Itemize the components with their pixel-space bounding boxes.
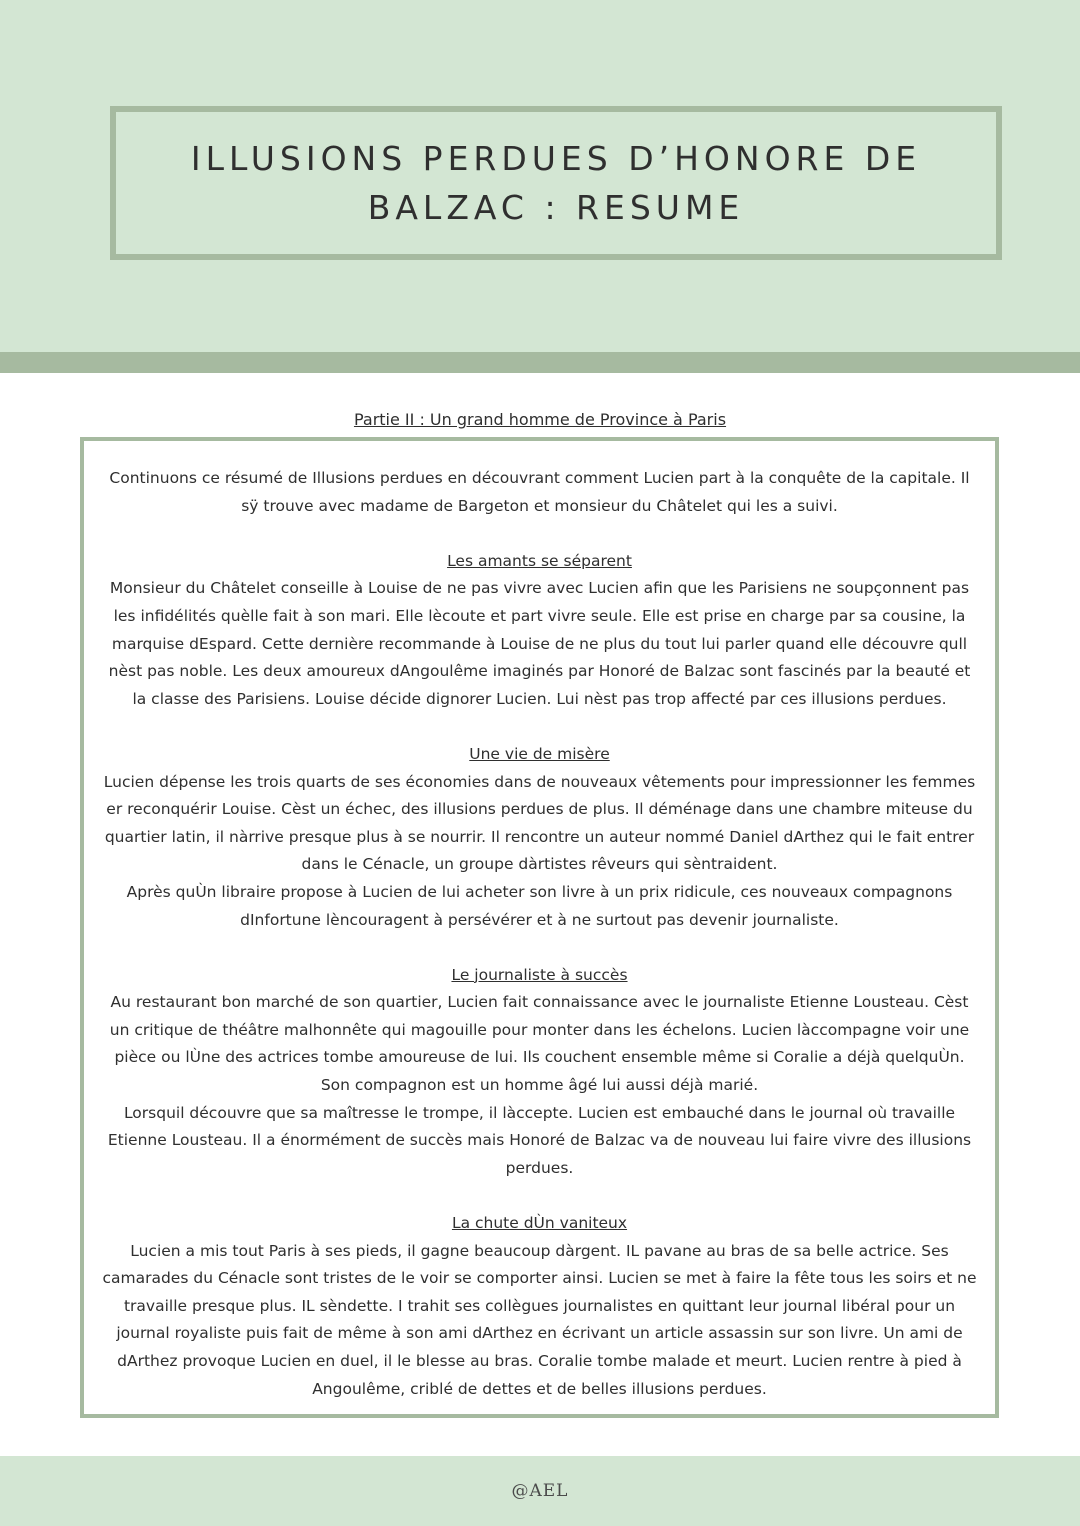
section-chute <box>100 1210 979 1403</box>
section-journaliste <box>100 962 979 1183</box>
header-divider <box>0 352 1080 373</box>
section-misere <box>100 741 979 934</box>
section-paragraph: Lorsquil découvre que sa maîtresse le trompe, il làccepte. Lucien est embauché dans le journal où travaille Etienne Lousteau. Il a énormément de succès mais Honoré de Balzac va de nouveau lui faire vivre des illusions perdues. <box>107 1103 972 1177</box>
section-heading: Une vie de misère <box>469 744 610 763</box>
section-paragraph: Lucien dépense les trois quarts de ses économies dans de nouveaux vêtements pour impressionner les femmes er reconquérir Louise. Cèst un échec, des illusions perdues de plus. Il déménage dans une chambre miteuse du quartier latin, il nàrrive presque plus à se nourrir. Il rencontre un auteur nommé Daniel dArthez qui le fait entrer dans le Cénacle, un groupe dàrtistes rêveurs qui sèntraident. <box>103 772 976 874</box>
section-heading: Les amants se séparent <box>447 551 632 570</box>
footer-band <box>0 1456 1080 1526</box>
summary-frame <box>80 437 999 1418</box>
author-handle: @AEL <box>511 1481 569 1501</box>
section-paragraph: Lucien a mis tout Paris à ses pieds, il gagne beaucoup dàrgent. IL pavane au bras de sa belle actrice. Ses camarades du Cénacle sont tristes de le voir se comporter ainsi. Lucien se met à faire la fête tous les soirs et ne travaille presque plus. IL sèndette. I trahit ses collègues journalistes en quittant leur journal libéral pour un journal royaliste puis fait de même à son ami dArthez en écrivant un article assassin sur son livre. Un ami de dArthez provoque Lucien en duel, il le blesse au bras. Coralie tombe malade et meurt. Lucien rentre à pied à Angoulême, criblé de dettes et de belles illusions perdues. <box>102 1241 977 1398</box>
section-heading: La chute dÙn vaniteux <box>451 1214 628 1233</box>
section-amants <box>100 548 979 714</box>
intro-paragraph: Continuons ce résumé de Illusions perdues en découvrant comment Lucien part à la conquête de la capitale. Il sÿ trouve avec madame de Bargeton et monsieur du Châtelet qui les a suivi. <box>109 469 970 515</box>
title-frame <box>110 106 1002 260</box>
part-title: Partie II : Un grand homme de Province à Paris <box>353 410 727 429</box>
section-paragraph: Au restaurant bon marché de son quartier, Lucien fait connaissance avec le journaliste Etienne Lousteau. Cèst un critique de théâtre malhonnête qui magouille pour monter dans les échelons. Lucien làccompagne voir une pièce ou lÙne des actrices tombe amoureuse de lui. Ils couchent ensemble même si Coralie a déjà quelquÙn. Son compagnon est un homme âgé lui aussi déjà marié. <box>109 993 970 1095</box>
section-paragraph: Monsieur du Châtelet conseille à Louise de ne pas vivre avec Lucien afin que les Parisiens ne soupçonnent pas les infidélités quèlle fait à son mari. Elle lècoute et part vivre seule. Elle est prise en charge par sa cousine, la marquise dEspard. Cette dernière recommande à Louise de ne plus du tout lui parler quand elle découvre qull nèst pas noble. Les deux amoureux dAngoulême imaginés par Honoré de Balzac sont fascinés par la beauté et la classe des Parisiens. Louise décide dignorer Lucien. Lui nèst pas trop affecté par ces illusions perdues. <box>108 579 971 708</box>
page-title: ILLUSIONS PERDUES D’HONORE DE BALZAC : RESUME <box>190 139 922 227</box>
section-paragraph: Après quÙn libraire propose à Lucien de lui acheter son livre à un prix ridicule, ces nouveaux compagnons dInfortune lèncouragent à persévérer et à ne surtout pas devenir journaliste. <box>126 882 953 929</box>
section-heading: Le journaliste à succès <box>451 965 628 984</box>
